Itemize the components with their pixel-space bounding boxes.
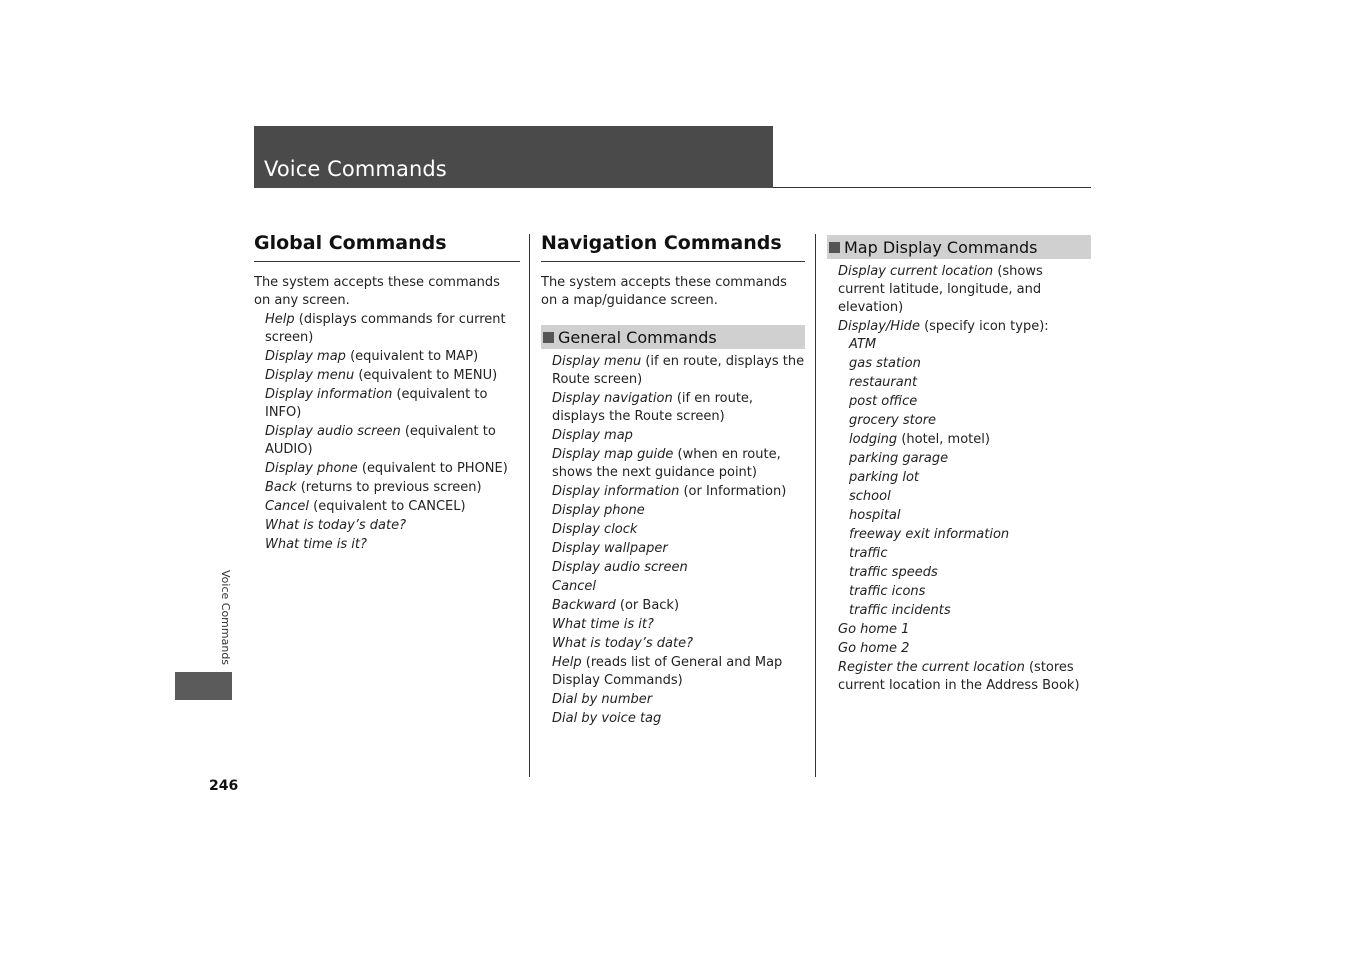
list-item: hospital: [849, 508, 901, 523]
map-display-commands-title: Map Display Commands: [844, 237, 1038, 257]
list-item: Display wallpaper: [552, 541, 668, 556]
list-item: post office: [849, 394, 918, 409]
list-item: Cancel: [552, 579, 597, 594]
map-display-list-bottom: [827, 621, 1091, 695]
list-item: grocery store: [849, 413, 937, 428]
list-item: lodging (hotel, motel): [849, 432, 990, 447]
list-item: What time is it?: [552, 617, 654, 632]
chapter-title: Voice Commands: [264, 157, 447, 181]
list-item: Help (reads list of General and Map Display Commands): [552, 655, 783, 688]
list-item: Display navigation (if en route, displays the Route screen): [552, 391, 754, 424]
icon-type-list: [838, 336, 1091, 620]
square-bullet-icon: [543, 332, 554, 343]
global-commands-column: [254, 230, 520, 555]
list-item: Display menu (if en route, displays the Route screen): [552, 354, 805, 387]
list-item: traffic: [849, 546, 888, 561]
column-divider: [529, 234, 530, 777]
map-display-column: [827, 230, 1091, 696]
list-item: What is today’s date?: [552, 636, 694, 651]
list-item: traffic incidents: [849, 603, 951, 618]
list-item: school: [849, 489, 891, 504]
list-item: Register the current location (stores current location in the Address Book): [838, 660, 1080, 693]
list-item: Display audio screen: [552, 560, 688, 575]
chapter-title-bar: [254, 126, 773, 188]
side-tab-label: Voice Commands: [219, 570, 232, 666]
list-item: traffic icons: [849, 584, 926, 599]
navigation-commands-column: [541, 230, 805, 729]
map-display-list: [827, 263, 1091, 620]
list-item: Display clock: [552, 522, 638, 537]
square-bullet-icon: [829, 242, 840, 253]
map-display-commands-heading: [827, 235, 1091, 259]
list-item: Display information (or Information): [552, 484, 787, 499]
list-item: Help (displays commands for current screen): [265, 312, 506, 345]
list-item: restaurant: [849, 375, 918, 390]
list-item: Dial by number: [552, 692, 653, 707]
list-item: What time is it?: [265, 537, 367, 552]
general-commands-title: General Commands: [558, 327, 717, 347]
list-item: Display map (equivalent to MAP): [265, 349, 479, 364]
list-item: Display map guide (when en route, shows the next guidance point): [552, 447, 781, 480]
list-item: ATM: [849, 337, 877, 352]
navigation-commands-intro: The system accepts these commands on a map/guidance screen.: [541, 275, 787, 308]
general-commands-list: [541, 353, 805, 728]
global-commands-intro: The system accepts these commands on any screen.: [254, 275, 500, 308]
list-item: Display/Hide (specify icon type): ATM gas station restaurant post office grocery store lodging (hotel, motel) parking garage parking lot school hospital freeway exit information traffic traffic speeds traffic icons traffic incidents: [838, 318, 1091, 620]
general-commands-heading: [541, 325, 805, 349]
list-item: Dial by voice tag: [552, 711, 662, 726]
list-item: What is today’s date?: [265, 518, 407, 533]
list-item: Display phone (equivalent to PHONE): [265, 461, 508, 476]
list-item: Display menu (equivalent to MENU): [265, 368, 498, 383]
column-divider: [815, 234, 816, 777]
list-item: Display phone: [552, 503, 645, 518]
global-commands-title: Global Commands: [254, 230, 520, 262]
list-item: Display information (equivalent to INFO): [265, 387, 488, 420]
list-item: Display map: [552, 428, 633, 443]
list-item: parking garage: [849, 451, 949, 466]
title-rule: [773, 187, 1091, 188]
navigation-commands-title: Navigation Commands: [541, 230, 805, 262]
list-item: gas station: [849, 356, 921, 371]
list-item: Cancel (equivalent to CANCEL): [265, 499, 466, 514]
list-item: Go home 2: [838, 641, 910, 656]
list-item: Backward (or Back): [552, 598, 680, 613]
list-item: Back (returns to previous screen): [265, 480, 482, 495]
list-item: Display current location (shows current latitude, longitude, and elevation): [838, 264, 1043, 315]
list-item: Go home 1: [838, 622, 910, 637]
list-item: traffic speeds: [849, 565, 938, 580]
list-item: freeway exit information: [849, 527, 1010, 542]
list-item: Display audio screen (equivalent to AUDIO): [265, 424, 496, 457]
page-number: 246: [209, 778, 239, 794]
global-commands-list: [254, 311, 520, 554]
list-item: parking lot: [849, 470, 919, 485]
side-tab: [175, 672, 232, 700]
